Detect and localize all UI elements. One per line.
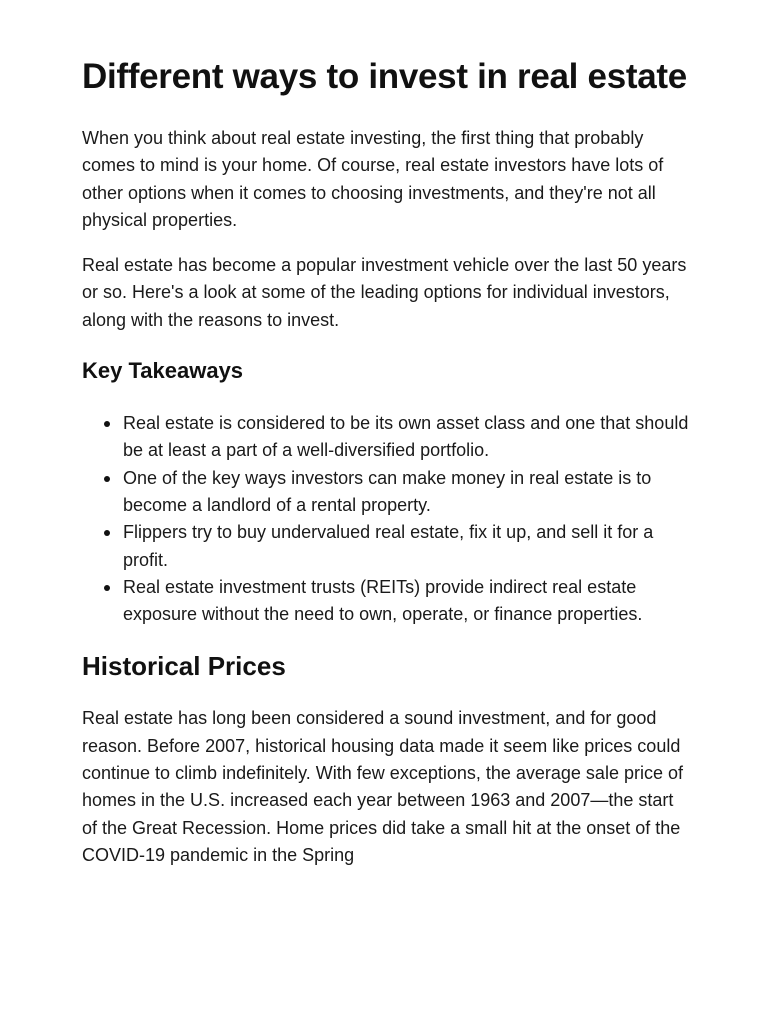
bullet-icon xyxy=(104,421,110,427)
intro-paragraph-1: When you think about real estate investing, the first thing that probably comes to mind is your home. Of course, real estate investors have lots of other options when it comes to choosing investments, and they're not all physical properties. xyxy=(82,128,664,230)
list-item xyxy=(123,574,692,629)
list-item xyxy=(123,410,692,465)
list-item-text: One of the key ways investors can make money in real estate is to become a landlord of a rental property. xyxy=(123,467,652,515)
key-takeaways-heading: Key Takeaways xyxy=(82,358,244,384)
list-item xyxy=(123,465,692,520)
key-takeaways-list xyxy=(82,410,692,628)
bullet-icon xyxy=(104,530,110,536)
bullet-icon xyxy=(104,476,110,482)
historical-prices-section xyxy=(82,648,692,869)
list-item-text: Real estate investment trusts (REITs) provide indirect real estate exposure without the need to own, operate, or finance properties. xyxy=(123,576,643,625)
bullet-icon xyxy=(104,585,110,591)
historical-prices-paragraph: Real estate has long been considered a sound investment, and for good reason. Before 2007, historical housing data made it seem like prices could continue to climb indefinitely. With few exceptions, the average sale price of homes in the U.S. increased each year between 1963 and 2007—the start of the Great Recession. Home prices did take a small hit at the onset of the COVID-19 pandemic in the Spring xyxy=(82,708,683,865)
list-item-text: Flippers try to buy undervalued real estate, fix it up, and sell it for a profit. xyxy=(123,522,654,570)
key-takeaways-section xyxy=(82,355,692,628)
article-title: Different ways to invest in real estate xyxy=(82,57,687,96)
historical-prices-heading: Historical Prices xyxy=(82,651,286,682)
intro-paragraph-2: Real estate has become a popular investment vehicle over the last 50 years or so. Here's a look at some of the leading options for individual investors, along with the reasons to invest. xyxy=(82,255,687,330)
list-item xyxy=(123,519,692,574)
list-item-text: Real estate is considered to be its own asset class and one that should be at least a part of a well-diversified portfolio. xyxy=(123,413,689,461)
article xyxy=(82,54,692,869)
